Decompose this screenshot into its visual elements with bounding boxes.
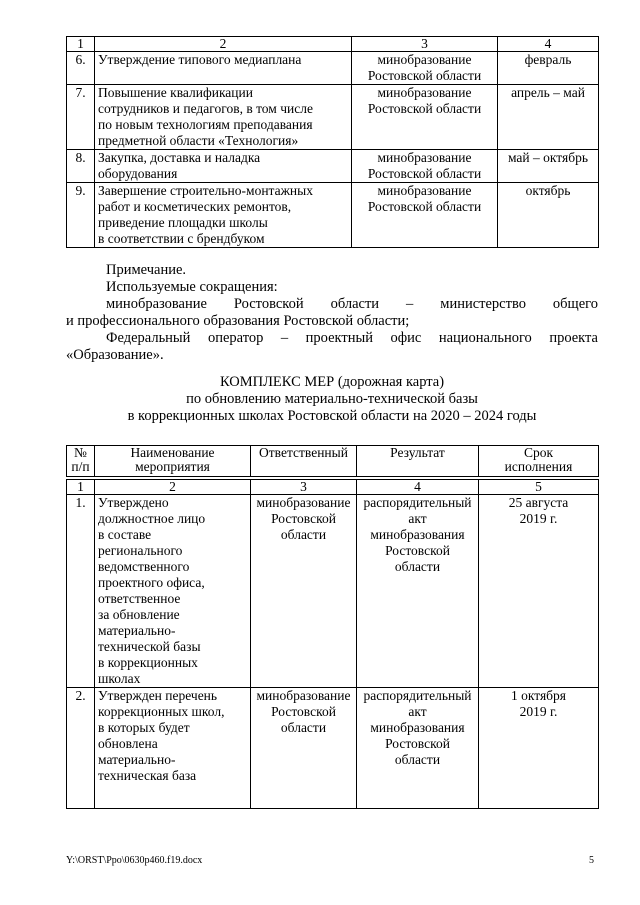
term: апрель – май — [498, 85, 599, 150]
heading-line: в коррекционных школах Ростовской области на 2020 – 2024 годы — [127, 408, 537, 424]
column-header: Наименование мероприятия — [95, 446, 251, 477]
row-number: 8. — [67, 150, 95, 183]
file-path: Y:\ORST\Ppo\0630p460.f19.docx — [66, 855, 203, 866]
table-row — [67, 150, 599, 183]
abbreviation-line: Федеральный оператор – проектный офис национального проекта — [106, 330, 598, 346]
responsible: минобразование Ростовской области — [352, 52, 498, 85]
roadmap-heading — [66, 374, 598, 425]
responsible: минобразование Ростовской области — [251, 495, 357, 688]
measure-name: Завершение строительно-монтажных работ и косметических ремонтов, приведение площадки школы в соответствии с брендбуком — [95, 183, 352, 248]
term: октябрь — [498, 183, 599, 248]
measure-name: Утвержден перечень коррекционных школ, в которых будет обновлена материально- техническая база — [95, 688, 251, 809]
column-number: 3 — [251, 480, 357, 495]
abbreviations-heading: Используемые сокращения: — [106, 279, 278, 295]
roadmap-table — [66, 445, 599, 809]
table-row — [67, 52, 599, 85]
responsible: минобразование Ростовской области — [352, 150, 498, 183]
column-header: Результат — [357, 446, 479, 477]
term: 1 октября 2019 г. — [479, 688, 599, 809]
term: февраль — [498, 52, 599, 85]
row-number: 1. — [67, 495, 95, 688]
measure-name: Закупка, доставка и наладка оборудования — [95, 150, 352, 183]
measure-name: Утверждено должностное лицо в составе регионального ведомственного проектного офиса, ответственное за обновление материально- технической базы в коррекционных школах — [95, 495, 251, 688]
column-number: 2 — [95, 480, 251, 495]
responsible: минобразование Ростовской области — [251, 688, 357, 809]
table-row — [67, 688, 599, 809]
header-row — [67, 446, 599, 477]
column-header: Ответственный — [251, 446, 357, 477]
term: 25 августа 2019 г. — [479, 495, 599, 688]
abbreviation-line: «Образование». — [66, 347, 164, 363]
column-header: Срок исполнения — [479, 446, 599, 477]
measure-name: Повышение квалификации сотрудников и педагогов, в том числе по новым технологиям преподавания предметной области «Технология» — [95, 85, 352, 150]
column-number: 1 — [67, 480, 95, 495]
column-number-row — [67, 37, 599, 52]
abbreviation-line: и профессионального образования Ростовской области; — [66, 313, 410, 329]
result: распорядительный акт минобразования Ростовской области — [357, 495, 479, 688]
column-number: 2 — [95, 37, 352, 52]
responsible: минобразование Ростовской области — [352, 85, 498, 150]
note-title: Примечание. — [106, 262, 187, 278]
table-row — [67, 495, 599, 688]
row-number: 7. — [67, 85, 95, 150]
table-row — [67, 183, 599, 248]
measure-name: Утверждение типового медиаплана — [95, 52, 352, 85]
column-number: 5 — [479, 480, 599, 495]
column-number: 3 — [352, 37, 498, 52]
column-number: 1 — [67, 37, 95, 52]
term: май – октябрь — [498, 150, 599, 183]
table-row — [67, 85, 599, 150]
measures-table-continuation — [66, 36, 599, 248]
page-number: 5 — [589, 855, 594, 866]
abbreviation-line: минобразование Ростовской области – министерство общего — [106, 296, 598, 312]
row-number: 2. — [67, 688, 95, 809]
heading-line: КОМПЛЕКС МЕР (дорожная карта) — [219, 374, 445, 390]
notes-block — [66, 262, 598, 364]
row-number: 9. — [67, 183, 95, 248]
responsible: минобразование Ростовской области — [352, 183, 498, 248]
column-header: № п/п — [67, 446, 95, 477]
column-number: 4 — [357, 480, 479, 495]
column-number-row — [67, 480, 599, 495]
result: распорядительный акт минобразования Ростовской области — [357, 688, 479, 809]
heading-line: по обновлению материально-технической базы — [186, 391, 478, 407]
column-number: 4 — [498, 37, 599, 52]
row-number: 6. — [67, 52, 95, 85]
